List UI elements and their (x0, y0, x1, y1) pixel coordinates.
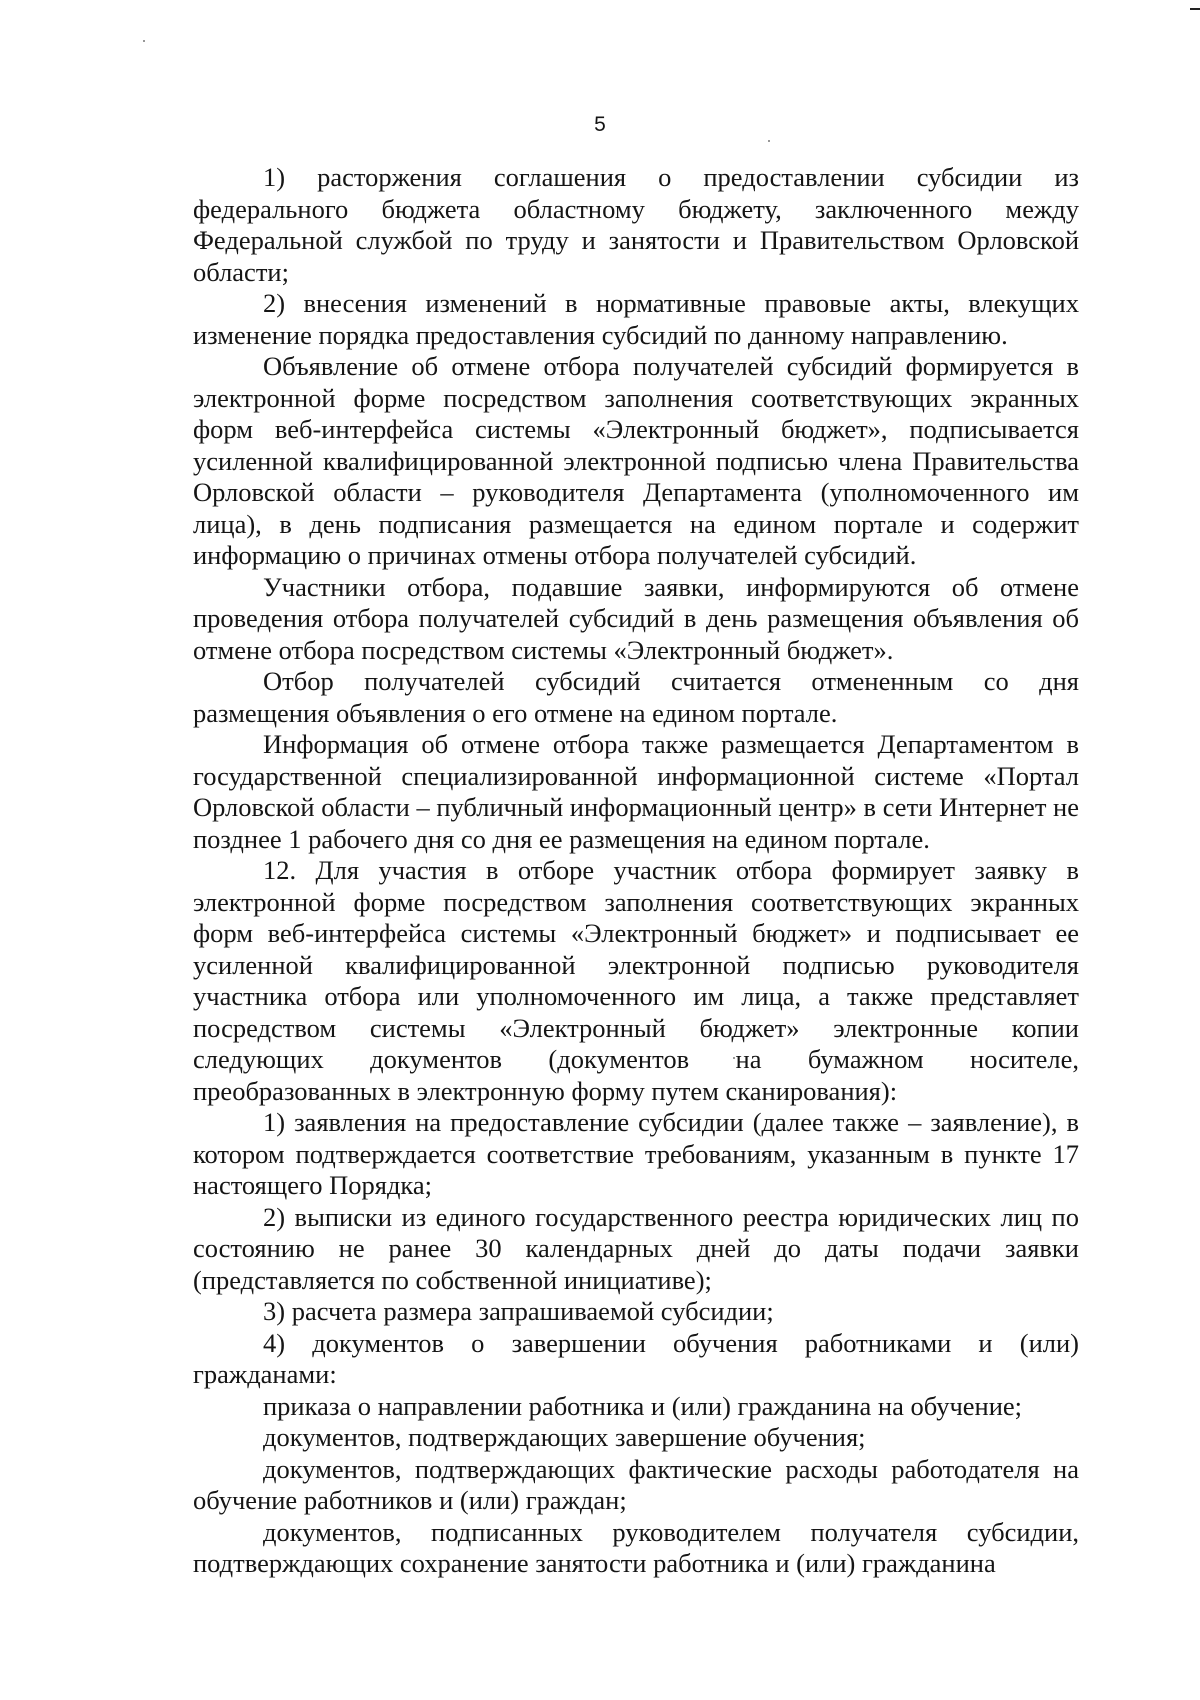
list-item-regulatory-changes: 2) внесения изменений в нормативные правовые акты, влекущих изменение порядка предоставления субсидий по данному направлению. (193, 288, 1079, 350)
sub-item-employment-documents: документов, подписанных руководителем получателя субсидии, подтверждающих сохранение занятости работника и (или) гражданина (193, 1516, 1079, 1578)
paragraph-section-12: 12. Для участия в отборе участник отбора формирует заявку в электронной форме посредством заполнения соответствующих экранных форм веб-интерфейса системы «Электронный бюджет» и подписывает ее усиленной квалифицированной электронной подписью руководителя участника отбора или уполномоченного им лица, а также представляет посредством системы «Электронный бюджет» электронные копии следующих документов (документов на бумажном носителе, преобразованных в электронную форму путем сканирования): (193, 855, 1079, 1106)
scan-speck (143, 40, 145, 42)
list-item-subsidy-calculation: 3) расчета размера запрашиваемой субсидии; (263, 1296, 774, 1326)
scan-edge-mark (1190, 8, 1200, 10)
list-item-termination-of-agreement: 1) расторжения соглашения о предоставлении субсидии из федерального бюджета областному бюджету, заключенного между Федеральной службой по труду и занятости и Правительством Орловской области; (193, 162, 1079, 287)
document-body (193, 162, 1079, 1580)
sub-item-expense-documents: документов, подтверждающих фактические расходы работодателя на обучение работников и (или) граждан; (193, 1453, 1079, 1515)
paragraph-portal-publication: Информация об отмене отбора также размещается Департаментом в государственной специализированной информационной системе «Портал Орловской области – публичный информационный центр» в сети Интернет не позднее 1 рабочего дня со дня ее размещения на едином портале. (193, 729, 1079, 854)
paragraph-cancellation-announcement: Объявление об отмене отбора получателей субсидий формируется в электронной форме посредством заполнения соответствующих экранных форм веб-интерфейса системы «Электронный бюджет», подписывается усиленной квалифицированной электронной подписью члена Правительства Орловской области – руководителя Департамента (уполномоченного им лица), в день подписания размещается на едином портале и содержит информацию о причинах отмены отбора получателей субсидий. (193, 351, 1079, 570)
list-item-training-documents: 4) документов о завершении обучения работниками и (или) гражданами: (193, 1327, 1079, 1389)
sub-item-completion-documents: документов, подтверждающих завершение обучения; (263, 1422, 866, 1452)
list-item-registry-extract: 2) выписки из единого государственного реестра юридических лиц по состоянию не ранее 30 календарных дней до даты подачи заявки (представляется по собственной инициативе); (193, 1201, 1079, 1295)
paragraph-selection-cancelled: Отбор получателей субсидий считается отмененным со дня размещения объявления о его отмене на едином портале. (193, 666, 1079, 728)
sub-item-training-order: приказа о направлении работника и (или) гражданина на обучение; (263, 1390, 1023, 1421)
list-item-application: 1) заявления на предоставление субсидии (далее также – заявление), в котором подтверждается соответствие требованиям, указанным в пункте 17 настоящего Порядка; (193, 1107, 1079, 1200)
scan-speck (768, 140, 770, 142)
page-number: 5 (594, 113, 606, 136)
paragraph-participants-notified: Участники отбора, подавшие заявки, информируются об отмене проведения отбора получателей субсидий в день размещения объявления об отмене отбора посредством системы «Электронный бюджет». (193, 571, 1079, 665)
